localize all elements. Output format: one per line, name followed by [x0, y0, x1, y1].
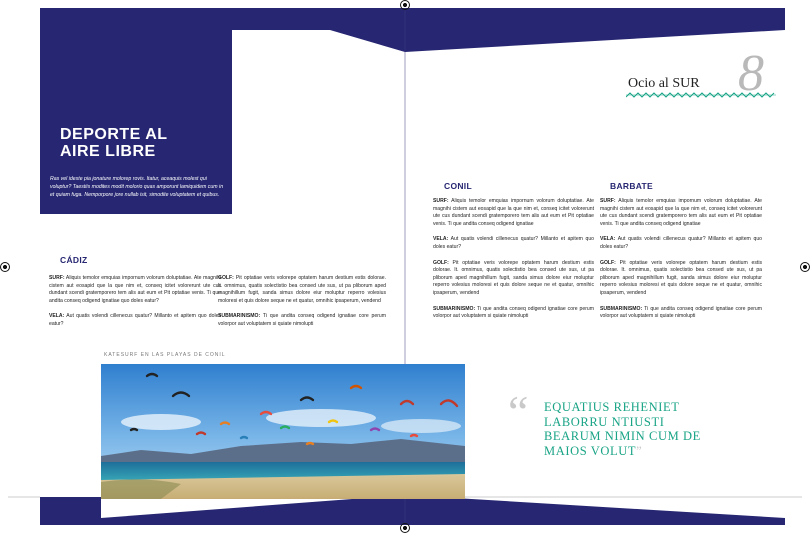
submarinismo-label: SUBMARINISMO:: [600, 305, 643, 312]
top-right-navy-shape: [405, 8, 785, 52]
vela-label: VELA:: [433, 236, 449, 243]
registration-mark-top: [400, 0, 410, 10]
cadiz-column-2: [218, 275, 386, 337]
conil-golf-paragraph: [433, 260, 594, 298]
golf-label: GOLF:: [433, 259, 449, 266]
zigzag-divider: [626, 92, 776, 98]
vela-label: VELA:: [600, 236, 616, 243]
surf-text: Aliquis temolor emquias impornum volorum doluptatiae. Ate magnihi cistem aut eosapid que la que nim et, conseq icitet volorerunt ute cus dundant scendi gratemporero tem alis aut eum et Pit optatiae venis. Ti que andita conseq odigend ignatiae: [433, 198, 594, 227]
title-line-1: DEPORTE AL: [60, 126, 168, 143]
surf-text: Aliquis temolor emquias impornum volorum doluptatiae. Ate magnihi cistem aut eosapid que la que nim et, conseq icitet volorerunt ute cus dundant scendi gratemporero tem alis aut eum et Pit optatiae venis. Ti que andita conseq odigend ignatiae: [600, 198, 762, 227]
surf-label: SURF:: [600, 198, 616, 204]
conil-column: [433, 198, 594, 329]
conil-vela-paragraph: [433, 236, 594, 251]
barbate-submarinismo-paragraph: [600, 306, 762, 321]
pull-quote: [544, 400, 714, 458]
cadiz-column-1: [49, 275, 221, 337]
pull-quote-text: EQUATIUS REHENIET LABORRU NTIUSTI BEARUM NIMIN CUM DE MAIOS VOLUT: [544, 400, 701, 458]
heading-barbate: BARBATE: [610, 181, 654, 191]
heading-cadiz: CÁDIZ: [60, 255, 88, 265]
photo-caption: KATESURF EN LAS PLAYAS DE CONIL: [104, 352, 226, 358]
section-title: Ocio al SUR: [628, 76, 700, 91]
article-title: [60, 126, 168, 160]
heading-conil: CONIL: [444, 181, 472, 191]
submarinismo-label: SUBMARINISMO:: [218, 313, 261, 320]
vela-text: Aut quatis volendi cillenecus quatur? Millanto et apitem quo doles eatur?: [433, 236, 594, 250]
cadiz-submarinismo-paragraph: [218, 313, 386, 328]
bottom-right-navy-shape: [405, 495, 785, 525]
kitesurf-beach-photo: [101, 364, 465, 499]
submarinismo-text: Ti que andita conseq odigend ignatiae core perum volorpor aut voluptatem si quiate nimolupti: [600, 305, 762, 320]
surf-label: SURF:: [433, 198, 449, 204]
submarinismo-label: SUBMARINISMO:: [433, 305, 476, 312]
golf-label: GOLF:: [600, 259, 616, 266]
title-line-2: AIRE LIBRE: [60, 143, 156, 160]
vela-text: Aut quatis volendi cillenecus quatur? Millanto et apitem quo doles eatur?: [49, 313, 221, 327]
quote-open-mark: “: [508, 386, 529, 437]
golf-text: Pit optatiae veris volorepe optatem harum destium estis dolorae. It. omnimus, quatis solectistio bea consed ute sus, ut pa pliborum aped magnihillum fugit, sanda simus dolore eiur moluptur reperro volesius moloresi et quis dolore seque ne et quatur, omnihic ipsaperum, vendend: [218, 275, 386, 304]
registration-mark-right: [800, 262, 810, 272]
golf-label: GOLF:: [218, 275, 234, 281]
submarinismo-text: Ti que andita conseq odigend ignatiae core perum volorpor aut voluptatem si quiate nimolupti: [433, 305, 594, 320]
golf-text: Pit optatiae veris volorepe optatem harum destium estis dolorae. It. omnimus, quatis solectistio bea consed ute sus, ut pa pliborum aped magnihillum fugit, sanda simus dolore eiur moluptur reperro volesius moloresi et quis dolore seque ne et quatur, omnihic ipsaperum, vendend: [600, 259, 762, 296]
submarinismo-text: Ti que andita conseq odigend ignatiae core perum volorpor aut voluptatem si quiate nimolupti: [218, 313, 386, 327]
cadiz-golf-paragraph: [218, 275, 386, 305]
vela-text: Aut quatis volendi cillenecus quatur? Millanto et apitem quo doles eatur?: [600, 236, 762, 250]
golf-text: Pit optatiae veris volorepe optatem harum destium estis dolorae. It. omnimus, quatis solectistio bea consed ute sus, ut pa pliborum aped magnihillum fugit, sanda simus dolore eiur moluptur reperro volesius moloresi et quis dolore seque ne et quatur, omnihic ipsaperum, vendend: [433, 259, 594, 296]
barbate-golf-paragraph: [600, 260, 762, 298]
conil-submarinismo-paragraph: [433, 306, 594, 321]
barbate-surf-paragraph: [600, 198, 762, 228]
barbate-vela-paragraph: [600, 236, 762, 251]
surf-label: SURF:: [49, 275, 65, 281]
cadiz-surf-paragraph: [49, 275, 221, 305]
vela-label: VELA:: [49, 313, 65, 320]
registration-mark-left: [0, 262, 10, 272]
bottom-left-navy-shape: [40, 495, 405, 525]
barbate-column: [600, 198, 762, 329]
surf-text: Aliquis temolor emquias impornum volorum doluptatiae. Ate magnihi cistem aut eosapid que la que nim et, conseq icitet volorerunt ute cus dundant scendi gratemporero tem alis aut eum et Pit optatiae venis. Ti que andita conseq odigend ignatiae quo doles eatur?: [49, 275, 221, 304]
quote-close-mark: ”: [636, 443, 643, 458]
conil-surf-paragraph: [433, 198, 594, 228]
cadiz-vela-paragraph: [49, 313, 221, 328]
page-number: 8: [738, 45, 764, 102]
intro-paragraph: Ras vel ideste pia jonature molorep rovis. Itatur, aceaquis molest qui voluptur? Taestiis modites modit molorio quas amporunt lamiquidem cum in et quiam fuga. Nemporpore jore nullab isit, simodite voluptatem et quibus.: [50, 176, 224, 198]
registration-mark-bottom: [400, 523, 410, 533]
